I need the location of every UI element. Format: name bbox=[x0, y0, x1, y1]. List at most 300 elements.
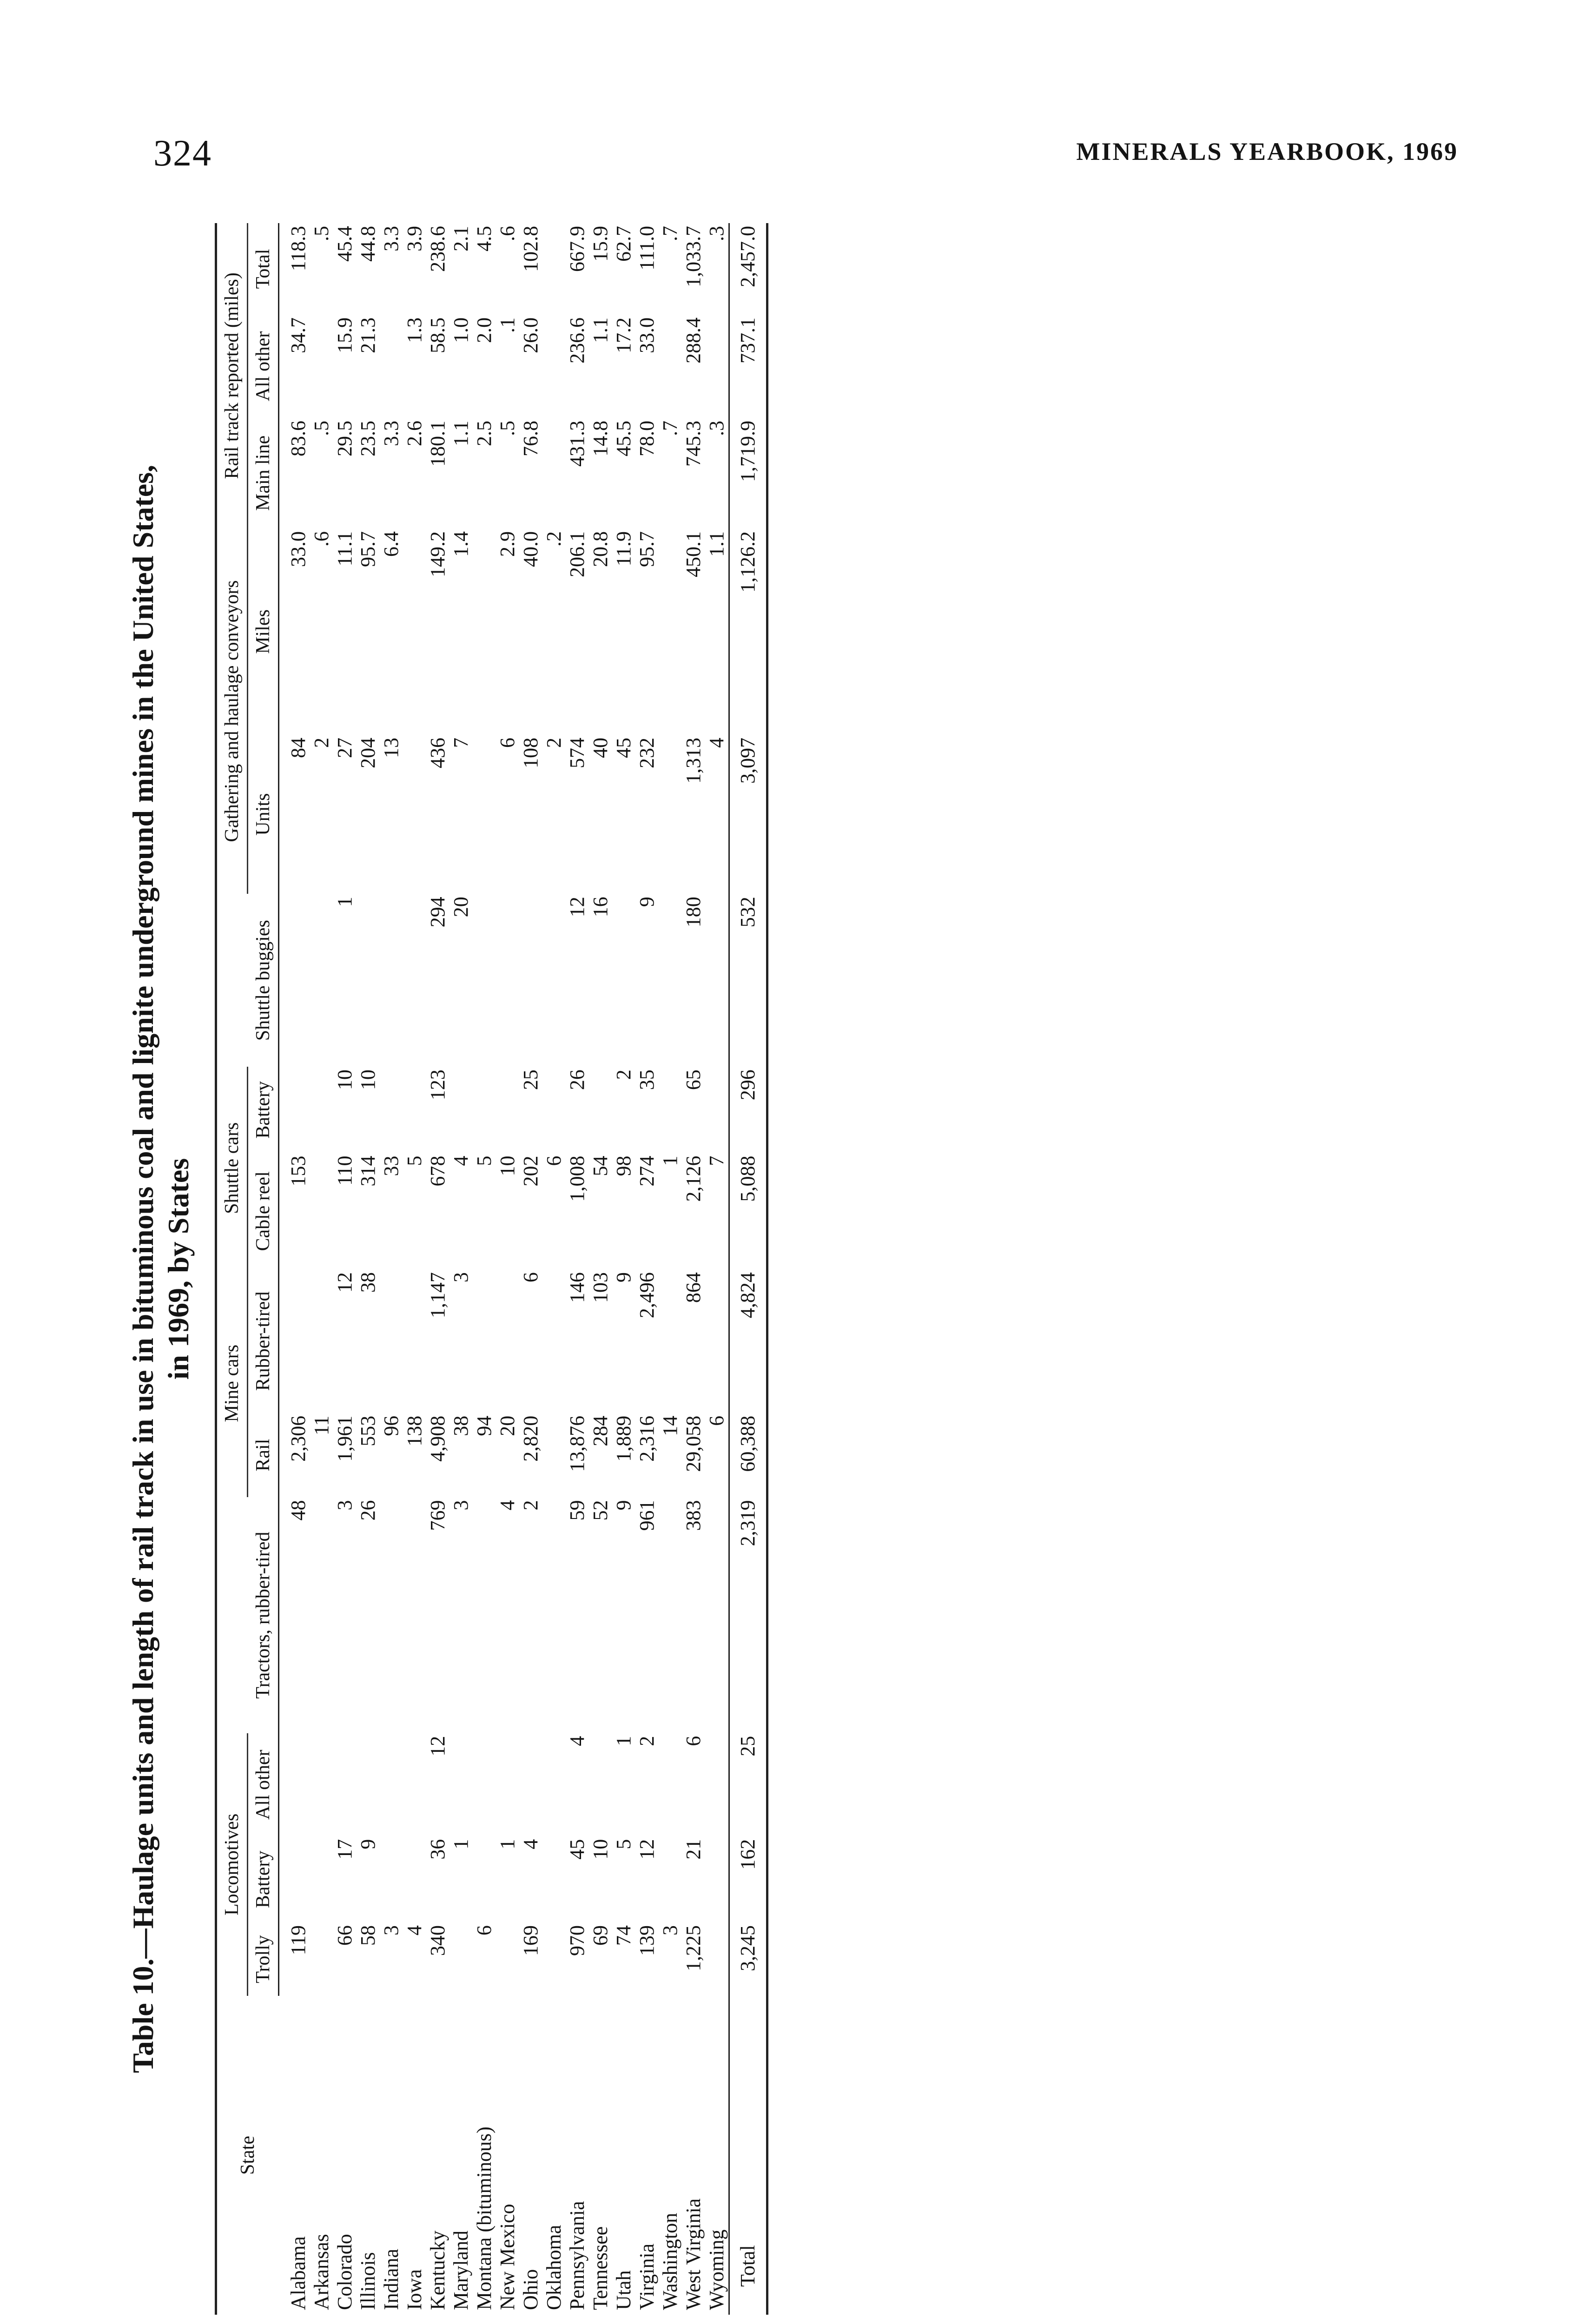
cell-rail: 284 bbox=[589, 1415, 612, 1446]
cell-battery bbox=[310, 1836, 333, 1922]
cell-trolly: 3,245 bbox=[729, 1922, 767, 1996]
cell-rail: 11 bbox=[310, 1415, 333, 1436]
cell-cable: 4 bbox=[449, 1155, 472, 1166]
cell-trolly: 1,225 bbox=[682, 1925, 705, 1972]
cell-cable: 1,008 bbox=[566, 1155, 588, 1202]
cell-total: 62.7 bbox=[612, 226, 635, 262]
state-cell bbox=[659, 1996, 682, 2315]
cell-main: .5 bbox=[496, 420, 519, 436]
cell-total: 667.9 bbox=[566, 226, 588, 272]
state-cell bbox=[403, 1996, 426, 2315]
cell-tractors: 9 bbox=[612, 1500, 635, 1511]
cell-other: 1.3 bbox=[403, 317, 426, 343]
cell-units bbox=[659, 735, 682, 894]
table-row bbox=[496, 223, 519, 2315]
cell-miles: 33.0 bbox=[287, 531, 310, 567]
cell-sbattery bbox=[449, 1067, 473, 1153]
cell-miles: 1.4 bbox=[449, 531, 472, 557]
cell-other: 58.5 bbox=[426, 317, 449, 353]
cell-units bbox=[473, 735, 496, 894]
state-cell bbox=[473, 1996, 496, 2315]
cell-battery: 36 bbox=[426, 1839, 449, 1860]
state-cell bbox=[380, 1996, 403, 2315]
state-name: Kentucky bbox=[426, 2230, 449, 2310]
cell-units: 204 bbox=[357, 737, 379, 768]
cell-units: 6 bbox=[496, 737, 519, 748]
cell-main: 1,719.9 bbox=[729, 418, 767, 528]
cell-all-other bbox=[519, 1733, 542, 1836]
cell-all-other bbox=[705, 1733, 729, 1836]
header-total: Total bbox=[248, 223, 279, 315]
cell-sbattery: 10 bbox=[357, 1070, 379, 1090]
cell-cable: 2,126 bbox=[682, 1155, 705, 1202]
cell-main: 745.3 bbox=[682, 420, 705, 467]
state-name: Iowa bbox=[403, 2269, 426, 2310]
cell-rail: 553 bbox=[357, 1415, 379, 1446]
cell-miles: 20.8 bbox=[589, 531, 612, 567]
state-name: Indiana bbox=[380, 2249, 403, 2310]
cell-other: 737.1 bbox=[729, 315, 767, 418]
cell-rail: 94 bbox=[473, 1415, 496, 1436]
cell-units: 7 bbox=[449, 737, 472, 748]
cell-tractors: 769 bbox=[426, 1500, 449, 1531]
table-row bbox=[566, 223, 589, 2315]
cell-total: 102.8 bbox=[519, 226, 542, 272]
cell-miles: 6.4 bbox=[380, 531, 403, 557]
cell-total: .6 bbox=[496, 226, 519, 241]
cell-main: 45.5 bbox=[612, 420, 635, 456]
cell-rail: 138 bbox=[403, 1415, 426, 1446]
cell-battery: 10 bbox=[589, 1839, 612, 1860]
cell-trolly bbox=[705, 1922, 729, 1996]
cell-rubber: 103 bbox=[589, 1272, 612, 1303]
cell-units: 13 bbox=[380, 737, 403, 758]
cell-units: 436 bbox=[426, 737, 449, 768]
cell-cable: 5,088 bbox=[729, 1153, 767, 1270]
cell-buggies: 180 bbox=[682, 897, 705, 928]
cell-all-other bbox=[287, 1733, 310, 1836]
cell-other: 236.6 bbox=[566, 317, 588, 363]
cell-battery bbox=[287, 1836, 310, 1922]
state-name: Utah bbox=[612, 2270, 635, 2310]
table-row bbox=[612, 223, 635, 2315]
cell-sbattery: 123 bbox=[426, 1070, 449, 1101]
cell-trolly: 6 bbox=[473, 1925, 496, 1936]
cell-total: 4.5 bbox=[473, 226, 496, 251]
cell-tractors: 961 bbox=[635, 1500, 658, 1531]
cell-trolly: 169 bbox=[519, 1925, 542, 1956]
cell-cable: 1 bbox=[659, 1155, 681, 1166]
state-name: Total bbox=[736, 2245, 759, 2287]
cell-buggies bbox=[380, 894, 403, 1067]
cell-units bbox=[403, 735, 426, 894]
cell-sbattery bbox=[705, 1067, 729, 1153]
cell-buggies bbox=[287, 894, 310, 1067]
cell-miles bbox=[403, 528, 426, 735]
cell-total: 3.3 bbox=[380, 226, 403, 251]
cell-tractors: 48 bbox=[287, 1500, 310, 1521]
cell-trolly: 58 bbox=[357, 1925, 379, 1946]
state-cell bbox=[449, 1996, 473, 2315]
cell-units: 45 bbox=[612, 737, 635, 758]
cell-units: 27 bbox=[333, 737, 356, 758]
cell-other: 15.9 bbox=[333, 317, 356, 353]
haulage-table bbox=[215, 223, 768, 2315]
cell-all-other: 6 bbox=[682, 1736, 705, 1746]
cell-all-other bbox=[542, 1733, 566, 1836]
running-head: MINERALS YEARBOOK, 1969 bbox=[1076, 138, 1458, 165]
cell-tractors bbox=[380, 1497, 403, 1733]
state-cell bbox=[357, 1996, 380, 2315]
state-cell bbox=[519, 1996, 542, 2315]
cell-total: 45.4 bbox=[333, 226, 356, 262]
cell-all-other bbox=[496, 1733, 519, 1836]
cell-buggies: 1 bbox=[333, 897, 356, 907]
cell-sbattery: 35 bbox=[635, 1070, 658, 1090]
cell-buggies bbox=[310, 894, 333, 1067]
page-number: 324 bbox=[153, 133, 212, 174]
cell-other: 1.1 bbox=[589, 317, 612, 343]
cell-rail: 1,961 bbox=[333, 1415, 356, 1462]
cell-main: 2.6 bbox=[403, 420, 426, 446]
cell-tractors bbox=[705, 1497, 729, 1733]
cell-all-other: 4 bbox=[566, 1736, 588, 1746]
cell-total: .7 bbox=[659, 226, 681, 241]
cell-buggies bbox=[705, 894, 729, 1067]
cell-all-other bbox=[403, 1733, 426, 1836]
cell-rubber: 38 bbox=[357, 1272, 379, 1293]
cell-trolly bbox=[496, 1922, 519, 1996]
table-row bbox=[380, 223, 403, 2315]
cell-miles: 40.0 bbox=[519, 531, 542, 567]
cell-other: 288.4 bbox=[682, 317, 705, 363]
cell-rail bbox=[542, 1413, 566, 1498]
cell-sbattery: 2 bbox=[612, 1070, 635, 1080]
cell-rubber bbox=[380, 1269, 403, 1413]
cell-other bbox=[705, 315, 729, 418]
cell-tractors: 2,319 bbox=[729, 1497, 767, 1733]
cell-main: 2.5 bbox=[473, 420, 496, 446]
cell-miles bbox=[659, 528, 682, 735]
cell-all-other bbox=[357, 1733, 380, 1836]
state-name: West Virginia bbox=[682, 2198, 705, 2310]
cell-buggies: 9 bbox=[635, 897, 658, 907]
cell-battery: 17 bbox=[333, 1839, 356, 1860]
cell-sbattery: 65 bbox=[682, 1070, 705, 1090]
cell-total: 15.9 bbox=[589, 226, 612, 262]
cell-miles: 11.9 bbox=[612, 531, 635, 567]
cell-cable: 202 bbox=[519, 1155, 542, 1187]
state-name: Oklahoma bbox=[542, 2225, 565, 2310]
cell-rail: 2,316 bbox=[635, 1415, 658, 1462]
cell-tractors: 3 bbox=[333, 1500, 356, 1511]
cell-rubber bbox=[542, 1269, 566, 1413]
cell-other bbox=[310, 315, 333, 418]
cell-tractors: 52 bbox=[589, 1500, 612, 1521]
cell-cable: 153 bbox=[287, 1155, 310, 1187]
rotated-table-block bbox=[126, 223, 916, 2315]
header-track-all-other: All other bbox=[248, 315, 279, 418]
cell-other: 34.7 bbox=[287, 317, 310, 353]
cell-total: 3.9 bbox=[403, 226, 426, 251]
state-name: Wyoming bbox=[705, 2229, 728, 2310]
header-miles: Miles bbox=[248, 528, 279, 735]
cell-sbattery: 25 bbox=[519, 1070, 542, 1090]
header-battery: Battery bbox=[248, 1836, 279, 1922]
cell-sbattery: 10 bbox=[333, 1070, 356, 1090]
state-cell bbox=[589, 1996, 612, 2315]
cell-trolly bbox=[542, 1922, 566, 1996]
table-row bbox=[473, 223, 496, 2315]
cell-main: 83.6 bbox=[287, 420, 310, 456]
cell-main: 76.8 bbox=[519, 420, 542, 456]
state-cell bbox=[496, 1996, 519, 2315]
cell-battery bbox=[542, 1836, 566, 1922]
cell-battery bbox=[659, 1836, 682, 1922]
cell-cable: 54 bbox=[589, 1155, 612, 1176]
cell-rail: 2,820 bbox=[519, 1415, 542, 1462]
table-row bbox=[287, 223, 310, 2315]
cell-cable: 6 bbox=[542, 1155, 565, 1166]
state-cell bbox=[729, 1996, 767, 2315]
cell-all-other bbox=[380, 1733, 403, 1836]
cell-buggies bbox=[357, 894, 380, 1067]
header-tractors: Tractors, rubber-tired bbox=[216, 1497, 279, 1733]
cell-cable bbox=[310, 1153, 333, 1270]
table-row bbox=[682, 223, 705, 2315]
state-name: Arkansas bbox=[310, 2234, 333, 2310]
cell-rubber: 864 bbox=[682, 1272, 705, 1303]
header-shuttle-cars: Shuttle cars bbox=[216, 1067, 248, 1269]
header-units: Units bbox=[248, 735, 279, 894]
header-main-line: Main line bbox=[248, 418, 279, 528]
cell-total: 118.3 bbox=[287, 226, 310, 271]
cell-rubber: 146 bbox=[566, 1272, 588, 1303]
table-row bbox=[729, 223, 767, 2315]
cell-battery bbox=[705, 1836, 729, 1922]
state-cell bbox=[333, 1996, 357, 2315]
cell-trolly: 340 bbox=[426, 1925, 449, 1956]
cell-tractors: 4 bbox=[496, 1500, 519, 1511]
cell-trolly: 74 bbox=[612, 1925, 635, 1946]
cell-tractors: 383 bbox=[682, 1500, 705, 1531]
cell-cable: 274 bbox=[635, 1155, 658, 1187]
state-name: Virginia bbox=[635, 2243, 658, 2310]
cell-trolly: 139 bbox=[635, 1925, 658, 1956]
header-mine-cars: Mine cars bbox=[216, 1269, 248, 1497]
cell-rubber: 3 bbox=[449, 1272, 472, 1283]
cell-units: 2 bbox=[310, 737, 333, 748]
state-cell bbox=[542, 1996, 566, 2315]
cell-battery bbox=[380, 1836, 403, 1922]
state-cell bbox=[566, 1996, 589, 2315]
cell-main: 3.3 bbox=[380, 420, 403, 446]
cell-cable: 678 bbox=[426, 1155, 449, 1187]
cell-rubber bbox=[496, 1269, 519, 1413]
cell-trolly bbox=[310, 1922, 333, 1996]
cell-tractors bbox=[310, 1497, 333, 1733]
cell-all-other bbox=[589, 1733, 612, 1836]
cell-buggies bbox=[403, 894, 426, 1067]
cell-miles: 149.2 bbox=[426, 531, 449, 577]
cell-units: 232 bbox=[635, 737, 658, 768]
state-name: Illinois bbox=[357, 2252, 379, 2310]
cell-main: .5 bbox=[310, 420, 333, 436]
state-cell bbox=[682, 1996, 705, 2315]
cell-units: 4 bbox=[705, 737, 728, 748]
cell-main: 1.1 bbox=[449, 420, 472, 446]
cell-units: 2 bbox=[542, 737, 565, 748]
cell-units: 40 bbox=[589, 737, 612, 758]
cell-main: .7 bbox=[659, 420, 681, 436]
cell-battery: 162 bbox=[729, 1836, 767, 1922]
cell-all-other bbox=[473, 1733, 496, 1836]
cell-battery: 4 bbox=[519, 1839, 542, 1849]
table-title-line-2: in 1969, by States bbox=[162, 1158, 195, 1380]
state-cell bbox=[426, 1996, 449, 2315]
cell-tractors: 2 bbox=[519, 1500, 542, 1511]
cell-tractors bbox=[542, 1497, 566, 1733]
table-row bbox=[705, 223, 729, 2315]
cell-tractors bbox=[403, 1497, 426, 1733]
cell-cable: 314 bbox=[357, 1155, 379, 1187]
cell-all-other bbox=[659, 1733, 682, 1836]
cell-sbattery: 26 bbox=[566, 1070, 588, 1090]
cell-buggies bbox=[519, 894, 542, 1067]
table-header bbox=[216, 223, 279, 2315]
cell-battery: 45 bbox=[566, 1839, 588, 1860]
cell-sbattery bbox=[380, 1067, 403, 1153]
header-cable-reel: Cable reel bbox=[248, 1153, 279, 1270]
header-rubber-tired: Rubber-tired bbox=[248, 1269, 279, 1413]
cell-battery bbox=[473, 1836, 496, 1922]
state-name: Ohio bbox=[519, 2269, 542, 2310]
cell-buggies bbox=[496, 894, 519, 1067]
header-shuttle-buggies: Shuttle buggies bbox=[216, 894, 279, 1067]
state-cell bbox=[612, 1996, 635, 2315]
cell-other: 17.2 bbox=[612, 317, 635, 353]
cell-buggies: 20 bbox=[449, 897, 472, 918]
cell-buggies bbox=[473, 894, 496, 1067]
cell-trolly: 3 bbox=[380, 1925, 403, 1936]
cell-rail: 38 bbox=[449, 1415, 472, 1436]
cell-rail: 6 bbox=[705, 1415, 728, 1426]
state-cell bbox=[635, 1996, 659, 2315]
cell-units: 574 bbox=[566, 737, 588, 768]
cell-miles bbox=[473, 528, 496, 735]
header-rail: Rail bbox=[248, 1413, 279, 1498]
cell-rubber: 12 bbox=[333, 1272, 356, 1293]
cell-rubber bbox=[659, 1269, 682, 1413]
cell-units: 3,097 bbox=[729, 735, 767, 894]
cell-rubber: 9 bbox=[612, 1272, 635, 1283]
cell-sbattery: 296 bbox=[729, 1067, 767, 1153]
cell-cable: 98 bbox=[612, 1155, 635, 1176]
cell-rail: 14 bbox=[659, 1415, 681, 1436]
cell-rail: 29,058 bbox=[682, 1415, 705, 1472]
cell-total bbox=[542, 223, 566, 315]
cell-miles: 95.7 bbox=[357, 531, 379, 567]
state-name: Montana (bituminous) bbox=[473, 2126, 496, 2310]
cell-buggies: 16 bbox=[589, 897, 612, 918]
cell-trolly: 4 bbox=[403, 1925, 426, 1936]
cell-other: 21.3 bbox=[357, 317, 379, 353]
cell-other: .1 bbox=[496, 317, 519, 333]
cell-main bbox=[542, 418, 566, 528]
cell-rail: 1,889 bbox=[612, 1415, 635, 1462]
cell-other: 33.0 bbox=[635, 317, 658, 353]
cell-rail: 20 bbox=[496, 1415, 519, 1436]
table-title bbox=[126, 223, 196, 2315]
cell-sbattery bbox=[659, 1067, 682, 1153]
cell-miles: .2 bbox=[542, 531, 565, 547]
cell-other: 1.0 bbox=[449, 317, 472, 343]
state-name: Colorado bbox=[333, 2234, 356, 2310]
cell-tractors bbox=[659, 1497, 682, 1733]
cell-total: 44.8 bbox=[357, 226, 379, 262]
state-name: Alabama bbox=[287, 2236, 310, 2310]
header-trolly: Trolly bbox=[248, 1922, 279, 1996]
cell-other bbox=[659, 315, 682, 418]
state-name: New Mexico bbox=[496, 2204, 519, 2310]
cell-rubber bbox=[403, 1269, 426, 1413]
cell-rubber: 4,824 bbox=[729, 1269, 767, 1413]
cell-battery: 12 bbox=[635, 1839, 658, 1860]
cell-miles: 1.1 bbox=[705, 531, 728, 557]
cell-sbattery bbox=[473, 1067, 496, 1153]
cell-battery: 1 bbox=[449, 1839, 472, 1849]
cell-other bbox=[380, 315, 403, 418]
table-row bbox=[310, 223, 333, 2315]
cell-rail: 96 bbox=[380, 1415, 403, 1436]
table-row bbox=[589, 223, 612, 2315]
cell-rail: 13,876 bbox=[566, 1415, 588, 1472]
cell-battery bbox=[403, 1836, 426, 1922]
cell-cable: 5 bbox=[403, 1155, 426, 1166]
cell-main: 29.5 bbox=[333, 420, 356, 456]
cell-other bbox=[542, 315, 566, 418]
cell-buggies bbox=[612, 894, 635, 1067]
cell-all-other: 25 bbox=[729, 1733, 767, 1836]
cell-total: 111.0 bbox=[635, 226, 658, 271]
cell-units: 108 bbox=[519, 737, 542, 768]
cell-rail: 2,306 bbox=[287, 1415, 310, 1462]
cell-all-other bbox=[449, 1733, 473, 1836]
cell-units: 84 bbox=[287, 737, 310, 758]
cell-trolly bbox=[449, 1922, 473, 1996]
cell-tractors bbox=[473, 1497, 496, 1733]
cell-buggies: 294 bbox=[426, 897, 449, 928]
cell-miles: 95.7 bbox=[635, 531, 658, 567]
table-row bbox=[542, 223, 566, 2315]
table-row bbox=[519, 223, 542, 2315]
cell-trolly: 119 bbox=[287, 1925, 310, 1955]
cell-total: .5 bbox=[310, 226, 333, 241]
cell-sbattery bbox=[403, 1067, 426, 1153]
cell-other: 26.0 bbox=[519, 317, 542, 353]
cell-trolly: 970 bbox=[566, 1925, 588, 1956]
cell-rubber bbox=[473, 1269, 496, 1413]
cell-main: 180.1 bbox=[426, 420, 449, 467]
cell-main: 431.3 bbox=[566, 420, 588, 467]
cell-total: 238.6 bbox=[426, 226, 449, 272]
header-shuttle-battery: Battery bbox=[248, 1067, 279, 1153]
state-name: Maryland bbox=[449, 2230, 472, 2310]
cell-other: 2.0 bbox=[473, 317, 496, 343]
cell-rail: 60,388 bbox=[729, 1413, 767, 1498]
header-locomotives: Locomotives bbox=[216, 1733, 248, 1996]
state-name: Tennessee bbox=[589, 2226, 612, 2310]
